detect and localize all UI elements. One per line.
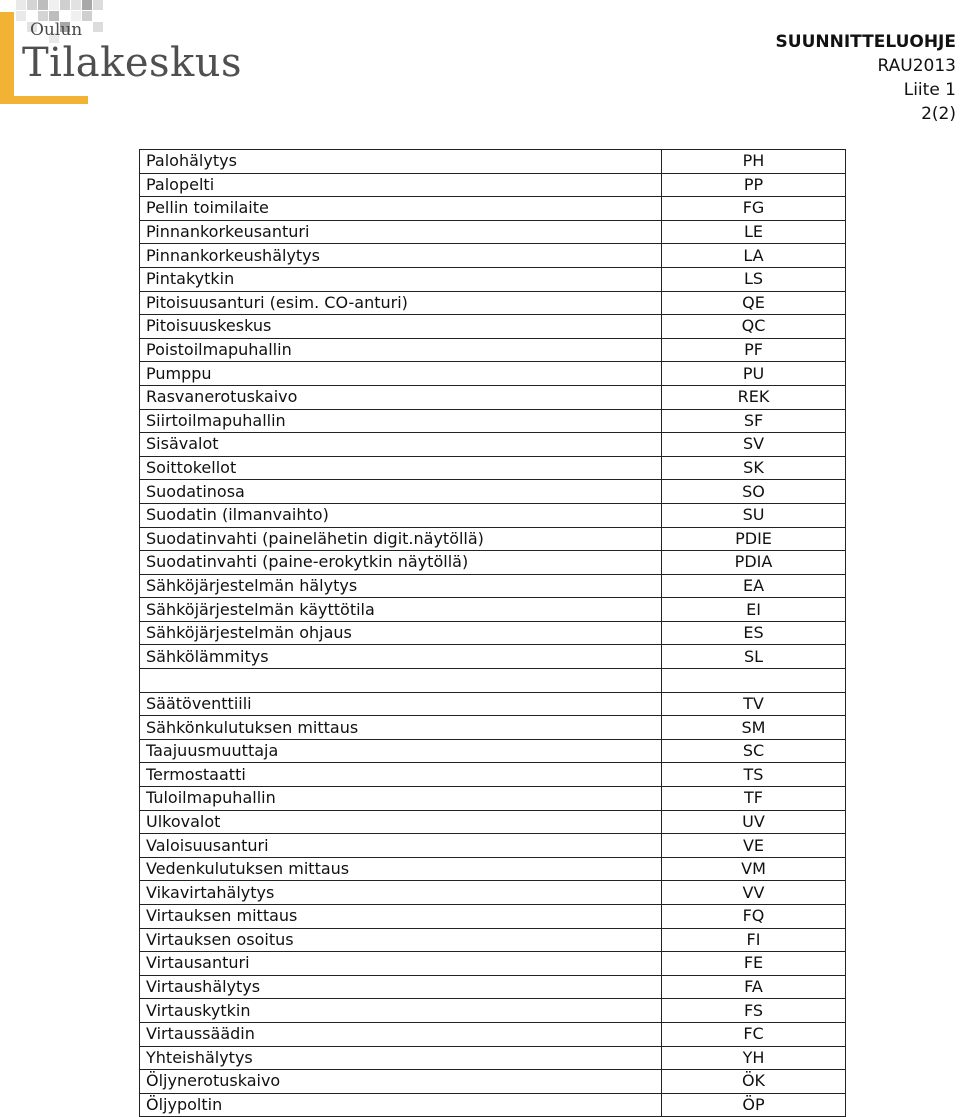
logo-square xyxy=(82,11,92,21)
component-name-cell: Virtaushälytys xyxy=(140,975,662,999)
component-code-cell: QC xyxy=(662,315,846,339)
table-row xyxy=(140,291,846,315)
component-name-cell: Sähköjärjestelmän hälytys xyxy=(140,574,662,598)
component-code-cell: SU xyxy=(662,503,846,527)
component-name-cell: Ulkovalot xyxy=(140,810,662,834)
component-code-cell: PDIE xyxy=(662,527,846,551)
document-title: SUUNNITTELUOHJE xyxy=(775,32,956,52)
component-code-cell: VV xyxy=(662,881,846,905)
table-row xyxy=(140,409,846,433)
page-number: 2(2) xyxy=(921,104,956,124)
component-code-cell: LS xyxy=(662,267,846,291)
component-code-cell: QE xyxy=(662,291,846,315)
component-name-cell: Taajuusmuuttaja xyxy=(140,739,662,763)
table-row xyxy=(140,928,846,952)
table-row xyxy=(140,220,846,244)
component-name-cell: Pitoisuusanturi (esim. CO-anturi) xyxy=(140,291,662,315)
table-row xyxy=(140,385,846,409)
component-name-cell: Virtausanturi xyxy=(140,952,662,976)
table-row xyxy=(140,244,846,268)
logo-square xyxy=(71,0,81,10)
logo-square xyxy=(16,0,26,10)
table-row xyxy=(140,1046,846,1070)
table-row xyxy=(140,574,846,598)
table-row xyxy=(140,834,846,858)
component-code-cell: PF xyxy=(662,338,846,362)
table-row xyxy=(140,975,846,999)
component-code-cell: FQ xyxy=(662,905,846,929)
component-code-cell: FE xyxy=(662,952,846,976)
component-code-cell: ÖK xyxy=(662,1070,846,1094)
table-row xyxy=(140,739,846,763)
logo-bar xyxy=(0,12,14,102)
table-row xyxy=(140,716,846,740)
component-name-cell: Valoisuusanturi xyxy=(140,834,662,858)
component-name-cell: Suodatinosa xyxy=(140,480,662,504)
component-code-cell: PU xyxy=(662,362,846,386)
component-code-cell: YH xyxy=(662,1046,846,1070)
component-code-cell: LA xyxy=(662,244,846,268)
abbreviation-table xyxy=(139,149,846,1117)
table-row xyxy=(140,1022,846,1046)
appendix-label: Liite 1 xyxy=(903,80,956,100)
component-code-cell: PP xyxy=(662,173,846,197)
document-header xyxy=(776,30,956,126)
component-code-cell: ES xyxy=(662,621,846,645)
component-name-cell: Rasvanerotuskaivo xyxy=(140,385,662,409)
logo-underline xyxy=(0,96,88,104)
component-code-cell: EI xyxy=(662,598,846,622)
component-name-cell: Pitoisuuskeskus xyxy=(140,315,662,339)
component-name-cell: Suodatinvahti (paine-erokytkin näytöllä) xyxy=(140,551,662,575)
component-code-cell: EA xyxy=(662,574,846,598)
table-row xyxy=(140,173,846,197)
component-code-cell: FS xyxy=(662,999,846,1023)
component-name-cell: Sisävalot xyxy=(140,433,662,457)
table-row xyxy=(140,645,846,669)
component-code-cell: ÖP xyxy=(662,1093,846,1117)
table-row xyxy=(140,787,846,811)
table-row xyxy=(140,1093,846,1117)
table-row xyxy=(140,433,846,457)
logo-square xyxy=(93,22,103,32)
table-row xyxy=(140,315,846,339)
table-row xyxy=(140,362,846,386)
component-name-cell: Virtaussäädin xyxy=(140,1022,662,1046)
component-code-cell: TV xyxy=(662,692,846,716)
component-name-cell: Säätöventtiili xyxy=(140,692,662,716)
component-code-cell: SF xyxy=(662,409,846,433)
component-name-cell: Siirtoilmapuhallin xyxy=(140,409,662,433)
table-row xyxy=(140,480,846,504)
component-code-cell: LE xyxy=(662,220,846,244)
logo-small-text: Oulun xyxy=(30,20,83,40)
logo-big-text: Tilakeskus xyxy=(22,40,243,86)
component-name-cell: Palohälytys xyxy=(140,150,662,174)
component-name-cell: Öljynerotuskaivo xyxy=(140,1070,662,1094)
component-code-cell: SO xyxy=(662,480,846,504)
component-name-cell: Pumppu xyxy=(140,362,662,386)
logo-square xyxy=(49,0,59,10)
component-name-cell: Sähkölämmitys xyxy=(140,645,662,669)
component-name-cell: Palopelti xyxy=(140,173,662,197)
component-code-cell: UV xyxy=(662,810,846,834)
logo-square xyxy=(38,0,48,10)
component-name-cell: Sähköjärjestelmän ohjaus xyxy=(140,621,662,645)
logo-square xyxy=(27,0,37,10)
component-name-cell: Pellin toimilaite xyxy=(140,197,662,221)
component-name-cell: Vedenkulutuksen mittaus xyxy=(140,857,662,881)
table-row xyxy=(140,999,846,1023)
component-name-cell: Virtauksen osoitus xyxy=(140,928,662,952)
component-name-cell: Vikavirtahälytys xyxy=(140,881,662,905)
table-row xyxy=(140,1070,846,1094)
component-code-cell: PDIA xyxy=(662,551,846,575)
logo-square xyxy=(93,0,103,10)
logo xyxy=(0,0,260,110)
table-row xyxy=(140,621,846,645)
component-name-cell: Sähköjärjestelmän käyttötila xyxy=(140,598,662,622)
component-code-cell: SL xyxy=(662,645,846,669)
logo-square xyxy=(16,11,26,21)
component-name-cell: Tuloilmapuhallin xyxy=(140,787,662,811)
component-code-cell: VM xyxy=(662,857,846,881)
component-name-cell: Yhteishälytys xyxy=(140,1046,662,1070)
component-name-cell: Virtauksen mittaus xyxy=(140,905,662,929)
table-row xyxy=(140,763,846,787)
component-code-cell: FG xyxy=(662,197,846,221)
component-name-cell: Soittokellot xyxy=(140,456,662,480)
component-code-cell: VE xyxy=(662,834,846,858)
component-name-cell: Suodatin (ilmanvaihto) xyxy=(140,503,662,527)
table-row xyxy=(140,598,846,622)
component-code-cell xyxy=(662,669,846,693)
component-name-cell: Öljypoltin xyxy=(140,1093,662,1117)
component-code-cell: FC xyxy=(662,1022,846,1046)
component-name-cell: Sähkönkulutuksen mittaus xyxy=(140,716,662,740)
component-code-cell: TF xyxy=(662,787,846,811)
component-code-cell: SK xyxy=(662,456,846,480)
logo-square xyxy=(60,0,70,10)
component-name-cell xyxy=(140,669,662,693)
component-code-cell: SV xyxy=(662,433,846,457)
table-row xyxy=(140,503,846,527)
logo-square xyxy=(82,0,92,10)
component-name-cell: Virtauskytkin xyxy=(140,999,662,1023)
component-code-cell: FA xyxy=(662,975,846,999)
document-code: RAU2013 xyxy=(877,56,956,76)
component-code-cell: SC xyxy=(662,739,846,763)
component-name-cell: Pinnankorkeushälytys xyxy=(140,244,662,268)
table-row xyxy=(140,857,846,881)
component-code-cell: PH xyxy=(662,150,846,174)
component-name-cell: Pinnankorkeusanturi xyxy=(140,220,662,244)
component-code-cell: TS xyxy=(662,763,846,787)
table-row xyxy=(140,669,846,693)
table-row xyxy=(140,905,846,929)
table-row xyxy=(140,810,846,834)
component-code-cell: FI xyxy=(662,928,846,952)
table-row xyxy=(140,551,846,575)
table-row xyxy=(140,692,846,716)
table-row xyxy=(140,338,846,362)
component-name-cell: Termostaatti xyxy=(140,763,662,787)
component-name-cell: Pintakytkin xyxy=(140,267,662,291)
table-row xyxy=(140,267,846,291)
component-name-cell: Poistoilmapuhallin xyxy=(140,338,662,362)
table-row xyxy=(140,150,846,174)
component-name-cell: Suodatinvahti (painelähetin digit.näytöllä) xyxy=(140,527,662,551)
component-code-cell: SM xyxy=(662,716,846,740)
table-row xyxy=(140,527,846,551)
table-row xyxy=(140,881,846,905)
component-code-cell: REK xyxy=(662,385,846,409)
table-row xyxy=(140,952,846,976)
table-row xyxy=(140,456,846,480)
table-row xyxy=(140,197,846,221)
